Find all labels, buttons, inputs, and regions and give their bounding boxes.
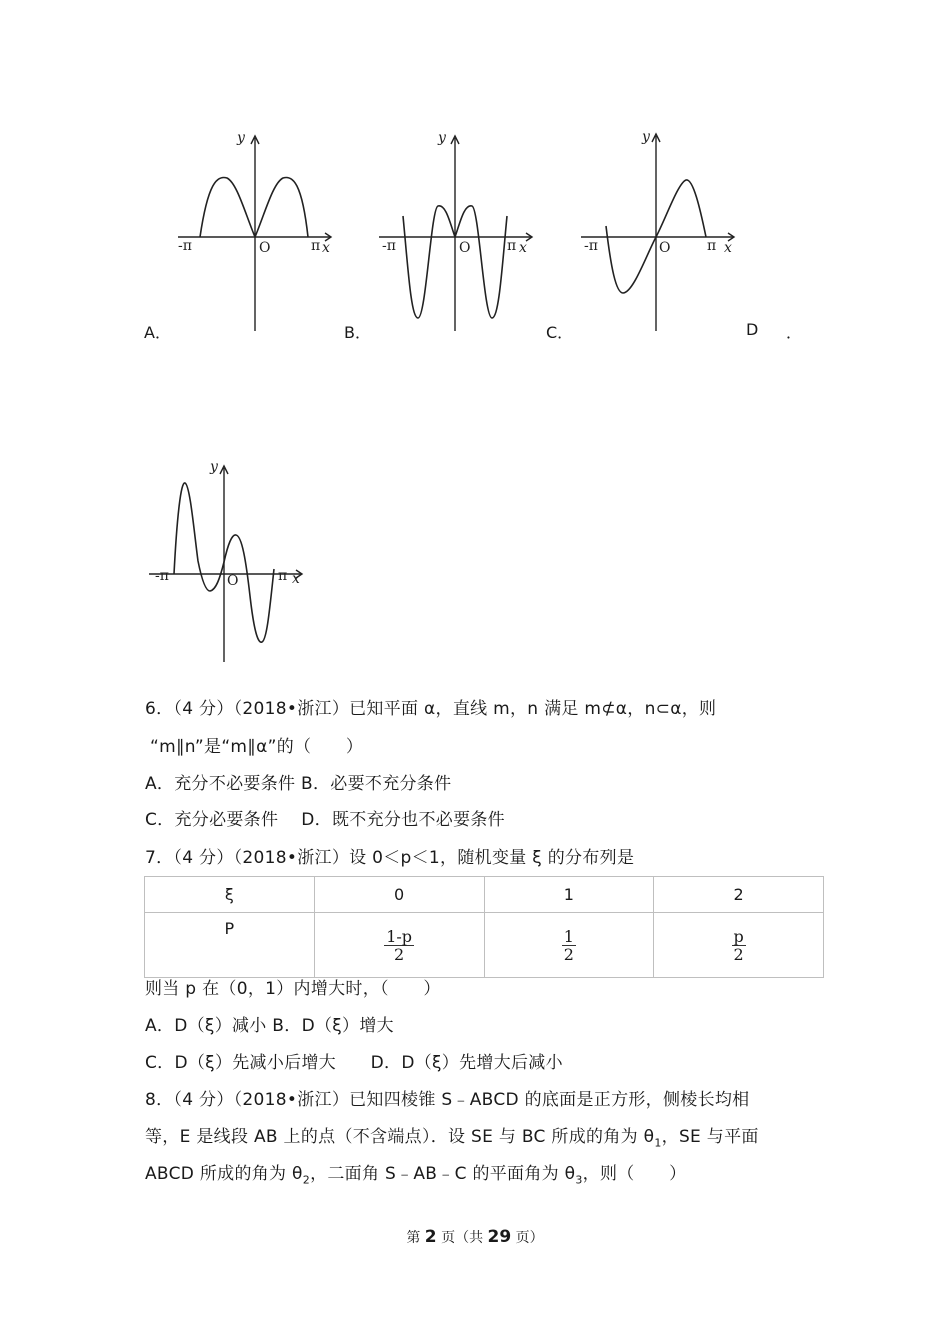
option-b-label: B． (344, 323, 371, 342)
pi-label: π (507, 238, 517, 254)
q6-options-ab: A．充分不必要条件 B．必要不充分条件 (145, 774, 452, 794)
table-cell: P (145, 913, 315, 978)
table-row (145, 877, 824, 913)
q8-stem-line2: 等，E 是线段 AB 上的点（不含端点）．设 SE 与 BC 所成的角为 $\theta_1$，SE 与平面 (145, 1127, 759, 1150)
origin-label: O (259, 240, 271, 256)
q7-options-ab: A．D（ξ）减小 B．D（ξ）增大 (145, 1016, 394, 1036)
y-axis-label: y (210, 459, 218, 475)
q7-options-cd: C．D（ξ）先减小后增大 D．D（ξ）先增大后减小 (145, 1053, 563, 1073)
q6-stem-line1: 6．（4 分）（2018•浙江）已知平面 α，直线 m，n 满足 m⊄α，n⊂α，则 (145, 699, 717, 719)
q7-stem: 7．（4 分）（2018•浙江）设 0＜p＜1，随机变量 ξ 的分布列是 (145, 848, 635, 868)
x-axis-label: x (724, 240, 732, 256)
x-axis-label: x (292, 571, 300, 587)
q7-followup: 则当 p 在（0，1）内增大时，（ ） (145, 979, 441, 999)
q6-stem-line2: “m∥n”是“m∥α”的（ ） (150, 737, 364, 757)
distribution-table (144, 876, 824, 978)
table-cell (484, 913, 654, 978)
page-footer: 第 2 页（共 29 页） (406, 1227, 544, 1247)
x-axis-label: x (322, 240, 330, 256)
q6-options-cd: C．充分必要条件 D．既不充分也不必要条件 (145, 810, 505, 830)
table-cell: ξ (145, 877, 315, 913)
graph-option-b (376, 128, 536, 333)
fraction: $\frac{p}{2}$ (733, 927, 744, 964)
neg-pi-label: -π (178, 238, 192, 254)
y-axis-label: y (237, 130, 245, 146)
neg-pi-label: -π (584, 238, 598, 254)
fraction: $\frac{1-p}{2}$ (386, 927, 413, 964)
x-axis-label: x (519, 240, 527, 256)
y-axis-label: y (642, 129, 650, 145)
origin-label: O (459, 240, 471, 256)
q8-stem-line3: ABCD 所成的角为 $\theta_2$，二面角 S﹣AB﹣C 的平面角为 $\theta_3$，则（ ） (145, 1164, 687, 1187)
q8-stem-line1: 8．（4 分）（2018•浙江）已知四棱锥 S﹣ABCD 的底面是正方形，侧棱长均相 (145, 1090, 750, 1110)
origin-label: O (659, 240, 671, 256)
table-cell (314, 913, 484, 978)
graph-option-d (146, 456, 306, 666)
graph-option-a (175, 128, 335, 333)
table-cell: 0 (314, 877, 484, 913)
table-cell: 1 (484, 877, 654, 913)
graph-option-c (578, 128, 738, 333)
pi-label: π (278, 568, 288, 584)
fraction: $\frac{1}{2}$ (563, 927, 574, 964)
option-a-label: A． (144, 323, 171, 342)
neg-pi-label: -π (155, 568, 169, 584)
table-row (145, 913, 824, 978)
pi-label: π (311, 238, 321, 254)
table-cell (654, 913, 824, 978)
option-c-label: C． (546, 323, 574, 342)
table-cell: 2 (654, 877, 824, 913)
option-d-label: D (746, 320, 759, 339)
pi-label: π (707, 238, 717, 254)
origin-label: O (227, 573, 239, 589)
option-d-dot: ． (786, 323, 803, 342)
neg-pi-label: -π (382, 238, 396, 254)
y-axis-label: y (438, 130, 446, 146)
